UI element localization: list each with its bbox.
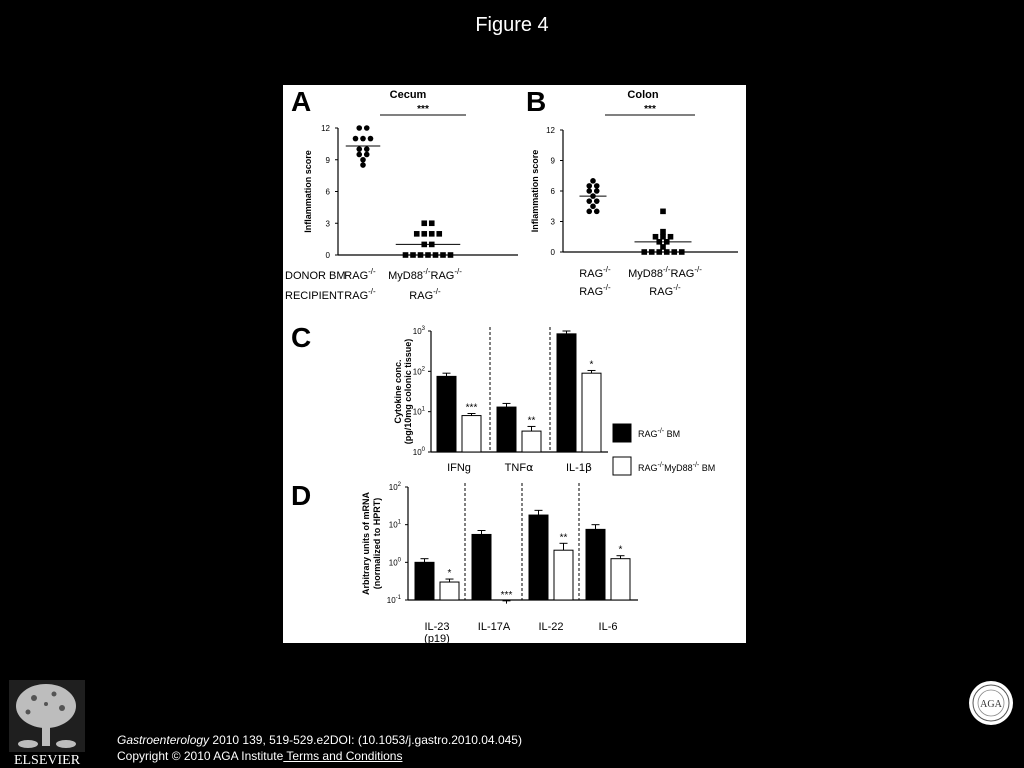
copyright-line [117, 748, 522, 764]
panel-d-category-label: IL-6 [598, 621, 618, 633]
publisher-name: ELSEVIER [13, 753, 81, 766]
terms-and-conditions-link[interactable]: Terms and Conditions [283, 749, 403, 763]
panel-a-point [360, 162, 366, 168]
panel-c-y-tick-label: $10^1$ [412, 406, 425, 417]
panel-b-y-tick-label: 12 [546, 126, 555, 135]
legend-label-rag-bm: RAG-/- BM [638, 428, 681, 439]
panel-b-y-axis-title: Inflammation score [530, 149, 540, 233]
panel-b-title: Colon [627, 89, 659, 101]
aga-seal-icon [968, 680, 1014, 726]
panel-c-significance: * [589, 359, 594, 371]
panel-a-recipient-label: RAG-/- [344, 287, 376, 302]
panel-c-bar [557, 334, 576, 452]
panel-a-point [364, 146, 370, 152]
panel-c-y-axis-subtitle: (pg/10mg colonic tissue) [403, 338, 413, 445]
legend-label-myd88-bm: RAG-/-MyD88-/- BM [638, 462, 716, 473]
panel-a-point [410, 252, 416, 258]
panel-c-significance: *** [465, 402, 478, 414]
elsevier-logo [6, 680, 88, 766]
citation-line [117, 732, 522, 748]
panel-c-bar [462, 416, 481, 452]
panel-b-point [660, 244, 666, 250]
panel-c-label: C [291, 322, 312, 353]
panel-b-point [594, 198, 600, 204]
legend-swatch-white [613, 457, 631, 475]
panel-b-point [586, 209, 592, 215]
panel-b-point [594, 188, 600, 194]
panel-b-donor-label: MyD88-/-RAG-/- [628, 265, 702, 280]
row-label-recipient: RECIPIENT [285, 290, 344, 302]
panel-b-point [671, 249, 677, 255]
panel-a-point [440, 252, 446, 258]
panel-a-point [368, 136, 374, 142]
citation-details: 2010 139, 519-529.e2DOI: (10.1053/j.gastro.2010.04.045) [209, 733, 522, 747]
panel-a-title: Cecum [389, 89, 427, 101]
panel-d-significance: * [618, 544, 623, 556]
panel-b-point [660, 229, 666, 235]
panel-c-y-tick-label: $10^0$ [412, 447, 425, 457]
slide-title: Figure 4 [475, 14, 549, 36]
panel-a-point [356, 146, 362, 152]
panel-a-point [448, 252, 454, 258]
panel-d-bar [440, 582, 459, 600]
panel-a-point [433, 252, 439, 258]
panel-d-bar [554, 550, 573, 600]
panel-b-y-tick-label: 6 [550, 187, 555, 196]
panel-c-bar [497, 407, 516, 452]
panel-b-point [590, 178, 596, 184]
panel-d-significance: *** [500, 589, 513, 601]
panel-b-point [586, 183, 592, 189]
panel-c-bar [437, 376, 456, 452]
panel-a-donor-label: MyD88-/-RAG-/- [388, 267, 462, 282]
panel-b-recipient-label: RAG-/- [649, 283, 681, 298]
panel-a-point [360, 157, 366, 163]
panel-a-y-tick-label: 6 [325, 187, 330, 197]
panel-c-bar [522, 431, 541, 452]
panel-b-point [594, 183, 600, 189]
panel-a-point [425, 252, 431, 258]
panel-d-y-axis-title: Arbitrary units of mRNA [361, 491, 371, 596]
panel-b-point [586, 198, 592, 204]
panel-d-bar [586, 529, 605, 600]
panel-a-point [421, 220, 427, 226]
row-label-donor: DONOR BM [285, 270, 346, 282]
panel-a-point [414, 231, 420, 237]
panel-c-significance: ** [527, 415, 536, 427]
panel-b-y-tick-label: 3 [550, 217, 555, 227]
panel-d-y-axis-subtitle: (normalized to HPRT) [372, 497, 382, 590]
panel-a-recipient-label: RAG-/- [409, 287, 441, 302]
panel-a-y-tick-label: 0 [325, 251, 330, 260]
panel-a-point [364, 152, 370, 158]
panel-c-bar [582, 373, 601, 452]
panel-d-significance: * [447, 568, 452, 580]
panel-a-significance: *** [417, 104, 429, 115]
panel-b-point [664, 249, 670, 255]
panel-c-category-label: IFNg [447, 462, 471, 474]
panel-d-y-tick-label: $10^2$ [388, 482, 401, 492]
panel-b-point [668, 234, 674, 240]
panel-c-category-label: TNFα [504, 461, 534, 474]
journal-name: Gastroenterology [117, 733, 210, 747]
panel-a-y-axis-title: Inflammation score [303, 150, 313, 233]
panel-b-recipient-label: RAG-/- [579, 283, 611, 298]
panel-d-bar [611, 559, 630, 600]
panel-a-label: A [291, 86, 312, 117]
panel-a-point [356, 152, 362, 158]
panel-d-label: D [291, 480, 312, 511]
panel-d-bar [472, 534, 491, 600]
panel-b-donor-label: RAG-/- [579, 265, 611, 280]
panel-a-donor-label: RAG-/- [344, 267, 376, 282]
citation-block [117, 732, 522, 764]
panel-a-point [429, 231, 435, 237]
panel-c-y-tick-label: $10^3$ [412, 326, 425, 336]
panel-b-point [653, 234, 659, 240]
panel-d-significance: ** [559, 532, 568, 544]
panel-d-bar [529, 515, 548, 600]
panel-b-y-tick-label: 9 [550, 156, 555, 166]
panel-a-y-tick-label: 3 [325, 219, 330, 229]
seal-text: AGA [980, 699, 1002, 710]
panel-a-point [364, 125, 370, 131]
panel-a-point [418, 252, 424, 258]
panel-b-point [649, 249, 655, 255]
panel-b-point [660, 234, 666, 240]
figure-panel [283, 85, 746, 643]
panel-b-significance: *** [644, 104, 656, 115]
panel-a-point [360, 136, 366, 142]
panel-d-y-tick-label: $10^{-1}$ [386, 595, 401, 605]
panel-b-point [660, 209, 666, 215]
panel-a-point [403, 252, 409, 258]
panel-a-point [429, 220, 435, 226]
panel-a-point [436, 231, 442, 237]
panel-c-y-tick-label: $10^2$ [412, 366, 425, 377]
panel-a-y-tick-label: 9 [325, 155, 330, 165]
figure-svg [283, 85, 746, 643]
panel-b-point [656, 249, 662, 255]
panel-d-category-label: IL-17A [477, 621, 511, 633]
panel-d-category-label: IL-23 [424, 621, 450, 633]
panel-b-point [594, 209, 600, 215]
panel-c-y-axis-title: Cytokine conc. [393, 359, 403, 424]
panel-c-category-label: IL-1β [566, 461, 592, 474]
copyright-text: Copyright © 2010 AGA Institute [117, 749, 284, 763]
panel-d-y-tick-label: $10^0$ [388, 557, 401, 568]
panel-b-point [586, 188, 592, 194]
panel-d-bar [415, 562, 434, 600]
panel-a-point [421, 231, 427, 237]
panel-b-y-tick-label: 0 [550, 248, 555, 257]
legend-swatch-black [613, 424, 631, 442]
panel-d-category-label: IL-22 [538, 621, 564, 633]
panel-a-point [353, 136, 359, 142]
panel-a-point [356, 125, 362, 131]
panel-d-category-sublabel: (p19) [424, 633, 450, 643]
panel-a-y-tick-label: 12 [321, 124, 330, 133]
panel-b-label: B [526, 86, 547, 117]
panel-b-point [679, 249, 685, 255]
panel-d-y-tick-label: $10^1$ [388, 519, 401, 530]
panel-b-point [641, 249, 647, 255]
panel-b-point [590, 203, 596, 209]
